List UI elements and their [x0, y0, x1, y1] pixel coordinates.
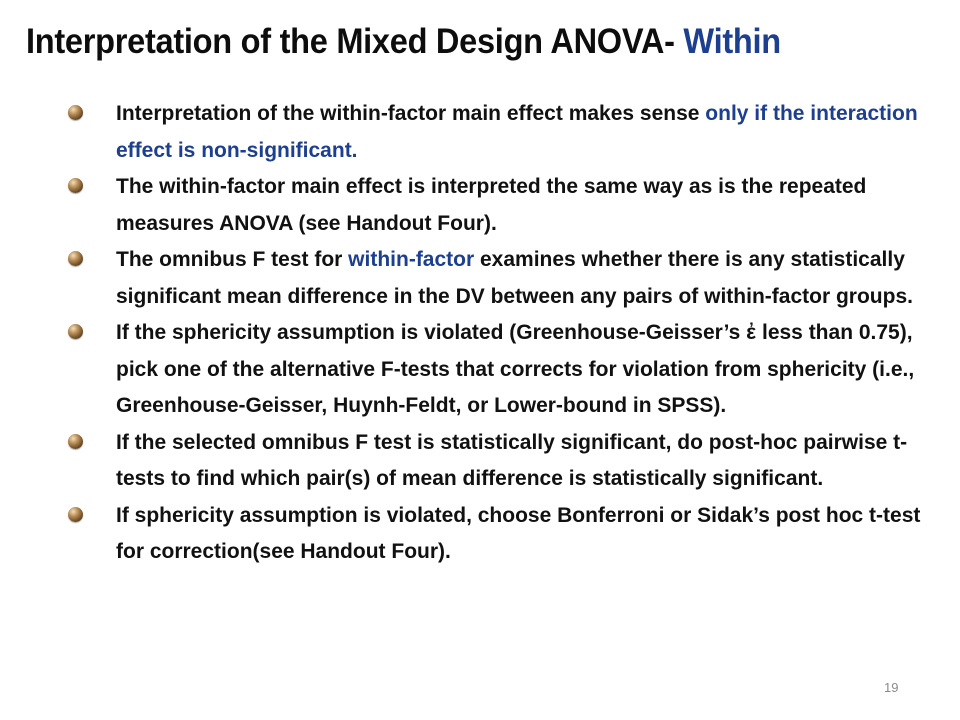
title-accent: Within [683, 22, 781, 61]
page-number: 19 [884, 680, 899, 695]
title-main: Interpretation of the Mixed Design ANOVA- [26, 22, 684, 61]
bronze-sphere-bullet-icon [68, 434, 83, 449]
bullet-text-pre: The omnibus F test for [116, 248, 349, 271]
bronze-sphere-bullet-icon [68, 178, 83, 193]
slide-title [26, 22, 781, 62]
bullet-highlight: only if the interaction effect is non-significant. [116, 102, 918, 162]
bullet-text-post: examines whether there is any statistically significant mean difference in the DV between any pairs of within-factor groups. [116, 248, 913, 308]
bullet-text: If sphericity assumption is violated, choose Bonferroni or Sidak’s post hoc t-test for correction(see Handout Four). [116, 503, 921, 563]
bronze-sphere-bullet-icon [68, 507, 83, 522]
bronze-sphere-bullet-icon [68, 105, 83, 120]
bullet-item [66, 315, 926, 425]
bullet-item [66, 425, 926, 498]
bronze-sphere-bullet-icon [68, 251, 83, 266]
bullet-text: Interpretation of the within-factor main effect makes sense [116, 102, 706, 125]
bullet-text: The within-factor main effect is interpreted the same way as is the repeated measures ANOVA (see Handout Four). [116, 175, 867, 235]
bronze-sphere-bullet-icon [68, 324, 83, 339]
bullet-text: If the selected omnibus F test is statistically significant, do post-hoc pairwise t-tests to find which pair(s) of mean difference is statistically significant. [116, 430, 908, 490]
bullet-item [66, 242, 926, 315]
bullet-item [66, 169, 926, 242]
bullet-highlight: within-factor [348, 248, 475, 271]
bullet-text: If the sphericity assumption is violated (Greenhouse-Geisser’s ἐ less than 0.75), pick one of the alternative F-tests that corrects for violation from sphericity (i.e., Greenhouse-Geisser, Huynh-Feldt, or Lower-bound in SPSS). [116, 321, 915, 417]
bullet-item [66, 498, 926, 571]
bullet-list [66, 96, 926, 571]
bullet-item [66, 96, 926, 169]
